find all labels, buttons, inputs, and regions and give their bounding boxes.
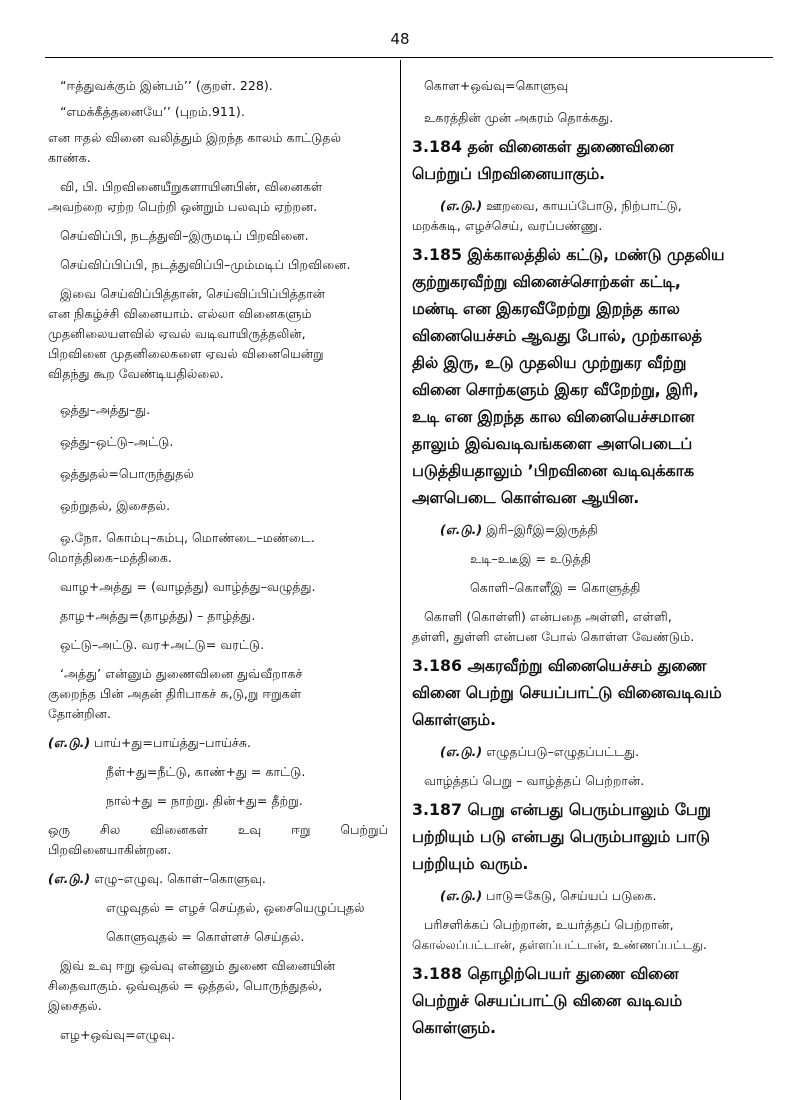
section-heading-line: மண்டி என இகரவீறேற்று இறந்த கால <box>412 299 680 318</box>
section-heading-3-186: 3.186 அகரவீற்று வினையெச்சம் துணை <box>412 656 707 675</box>
section-heading-line: வினை சொற்களும் இகர வீறேற்று, இரி, <box>412 380 699 399</box>
section-heading-line: வினையெச்சம் ஆவது போல், முற்காலத் <box>412 326 702 345</box>
example-line: பரிசளிக்கப் பெற்றான், உயர்த்தப் பெற்றான், <box>424 917 674 932</box>
body-line: ஒத்து–ஒட்டு–அட்டு. <box>60 434 174 449</box>
example-marker: (எ.டு.) <box>440 522 483 537</box>
body-line: இவ் உவு ஈறு ஒவ்வு என்னும் துணை வினையின் <box>60 958 336 973</box>
body-line: ‘அத்து’ என்னும் துணைவினை துவ்வீறாகச் <box>60 666 303 681</box>
example-text: ஊறவை, காயப்போடு, நிற்பாட்டு, <box>486 198 682 213</box>
example-line: உடி–உடீஇ = உடுத்தி <box>470 551 592 566</box>
section-heading-line: தாலும் இவ்வடிவங்களை அளபெடைப் <box>412 434 693 453</box>
body-line: செய்விப்பி, நடத்துவி–இருமடிப் பிறவினை. <box>60 228 309 243</box>
section-heading-line: கொள்ளும். <box>412 710 496 729</box>
body-line: கொள+ஒவ்வு=கொளுவு <box>424 78 569 93</box>
section-heading-line: பற்றியும் படு என்பது பெரும்பாலும் பாடு <box>412 827 710 846</box>
section-heading-line: குற்றுகரவீற்று வினைச்சொற்கள் கட்டி, <box>412 272 681 291</box>
example-line: வாழ்த்தப் பெறு – வாழ்த்தப் பெற்றான். <box>424 773 645 788</box>
section-heading-line: பற்றியும் வரும். <box>412 854 529 873</box>
body-line: கொளி (கொள்ளி) என்பதை அள்ளி, எள்ளி, <box>424 609 672 624</box>
body-line: விதந்து கூற வேண்டியதில்லை. <box>48 366 224 381</box>
example-line <box>412 742 774 762</box>
section-heading-3-185: 3.185 இக்காலத்தில் கட்டு, மண்டு முதலிய <box>412 245 725 264</box>
word: சில <box>100 822 121 837</box>
word: உவு <box>237 822 262 837</box>
body-line: இசைதல். <box>48 998 102 1013</box>
example-line: நீள்+து=நீட்டு, காண்+து = காட்டு. <box>106 764 306 779</box>
body-line: செய்விப்பிப்பி, நடத்துவிப்பி–மும்மடிப் பிறவினை. <box>60 257 351 272</box>
section-heading-line: உடி என இறந்த கால வினையெச்சமான <box>412 407 695 426</box>
body-line: வாழ+அத்து = (வாழத்து) வாழ்த்து–வழுத்து. <box>60 579 316 594</box>
example-text: எழு–எழுவு. கொள்–கொளுவு. <box>94 871 266 886</box>
column-divider <box>400 60 401 1100</box>
body-line: ஒத்துதல்=பொருந்துதல் <box>60 466 194 481</box>
body-line: பிறவினையாகின்றன. <box>48 842 172 857</box>
body-line: இவை செய்விப்பித்தான், செய்விப்பிப்பித்தான் <box>60 286 326 301</box>
body-line: தோன்றின. <box>48 706 111 721</box>
example-text: பாடு=கேடு, செய்யப் படுகை. <box>486 888 657 903</box>
page-number: 48 <box>390 30 410 48</box>
example-line <box>48 733 388 753</box>
body-line: ஒற்றுதல், இசைதல். <box>60 498 171 513</box>
section-heading-line: கொள்ளும். <box>412 1018 496 1037</box>
body-line: வி, பி. பிறவினையீறுகளாயினபின், வினைகள் <box>60 179 323 194</box>
section-heading-3-184: 3.184 தன் வினைகள் துணைவினை <box>412 137 674 156</box>
example-line: நால்+து = நாற்று. தின்+து= தீற்று. <box>106 793 303 808</box>
example-text: இரி–இரீஇ=இருத்தி <box>486 522 598 537</box>
body-line: பிறவினை முதனிலைகளை ஏவல் வினையென்று <box>48 346 324 361</box>
header-rule <box>45 57 773 58</box>
body-line: தாழ+அத்து=(தாழத்து) – தாழ்த்து. <box>60 608 256 623</box>
example-marker: (எ.டு.) <box>48 735 91 750</box>
word: ஒரு <box>48 822 71 837</box>
body-line: என நிகழ்ச்சி வினையாம். எல்லா வினைகளும் <box>48 306 312 321</box>
example-text: பாய்+து=பாய்த்து–பாய்ச்சு. <box>94 735 252 750</box>
word: ஈறு <box>291 822 311 837</box>
body-line: ஒட்டு–அட்டு. வர+அட்டு= வரட்டு. <box>60 637 265 652</box>
example-line: மறக்கடி, எழச்செய், வரப்பண்ணு. <box>412 218 603 233</box>
left-column <box>48 76 388 1045</box>
body-line: காண்க. <box>48 150 91 165</box>
body-line: என ஈதல் வினை வலித்தும் இறந்த காலம் காட்டுதல் <box>48 130 342 145</box>
body-line: அவற்றை ஏற்ற பெற்றி ஒன்றும் பலவும் ஏற்றன. <box>48 199 318 214</box>
example-line <box>412 520 774 540</box>
body-line: குறைந்த பின் அதன் திரிபாகச் சு,டு,று ஈறுகள் <box>48 686 302 701</box>
example-line <box>48 869 388 889</box>
section-heading-line: அளபெடை கொள்வன ஆயின. <box>412 488 640 507</box>
example-line <box>412 196 774 216</box>
example-line <box>412 886 774 906</box>
section-heading-line: தில் இரு, உடு முதலிய முற்றுகர வீற்று <box>412 353 687 372</box>
section-heading-line: படுத்தியதாலும் ’பிறவினை வடிவுக்காக <box>412 461 694 480</box>
justified-line <box>48 820 388 840</box>
right-column <box>412 76 774 1041</box>
body-line: தள்ளி, துள்ளி என்பன போல் கொள்ள வேண்டும். <box>412 629 695 644</box>
example-line: கொல்லப்பட்டான், தள்ளப்பட்டான், உண்ணப்பட்டது. <box>412 938 707 952</box>
section-heading-line: பெற்றுப் பிறவினையாகும். <box>412 164 606 183</box>
quote-line: “ஈத்துவக்கும் இன்பம்’’ (குறள். 228). <box>60 78 273 93</box>
section-heading-line: வினை பெற்று செயப்பாட்டு வினைவடிவம் <box>412 683 722 702</box>
example-marker: (எ.டு.) <box>440 744 483 759</box>
word: வினைகள் <box>150 822 209 837</box>
section-heading-line: பெற்றுச் செயப்பாட்டு வினை வடிவம் <box>412 991 683 1010</box>
example-line: எழுவுதல் = எழச் செய்தல், ஒசையெழுப்புதல் <box>106 900 365 915</box>
section-heading-3-188: 3.188 தொழிற்பெயர் துணை வினை <box>412 964 679 983</box>
example-line: கொளி–கொளீஇ = கொளுத்தி <box>470 580 641 595</box>
section-heading-3-187: 3.187 பெறு என்பது பெரும்பாலும் பேறு <box>412 800 711 819</box>
example-marker: (எ.டு.) <box>440 198 483 213</box>
example-marker: (எ.டு.) <box>440 888 483 903</box>
example-line: கொளுவுதல் = கொள்ளச் செய்தல். <box>106 929 305 944</box>
quote-line: “எமக்கீத்தனையே’’ (புறம்.911). <box>60 104 245 119</box>
example-marker: (எ.டு.) <box>48 871 91 886</box>
example-text: எழுதப்படு–எழுதப்பட்டது. <box>486 744 640 759</box>
body-line: உகரத்தின் முன் அகரம் தொக்கது. <box>424 110 614 125</box>
body-line: மொத்திகை–மத்திகை. <box>48 550 172 565</box>
body-line: சிதைவாகும். ஒவ்வுதல் = ஒத்தல், பொருந்துதல், <box>48 978 323 993</box>
body-line: ஒத்து–அத்து–து. <box>60 402 151 417</box>
body-line: எழ+ஒவ்வு=எழுவு. <box>60 1027 176 1042</box>
body-line: ஒ.நோ. கொம்பு–கம்பு, மொண்டை–மண்டை. <box>60 530 315 545</box>
word: பெற்றுப் <box>340 822 388 837</box>
body-line: முதனிலையளவில் ஏவல் வடிவாயிருத்தலின், <box>48 326 306 341</box>
